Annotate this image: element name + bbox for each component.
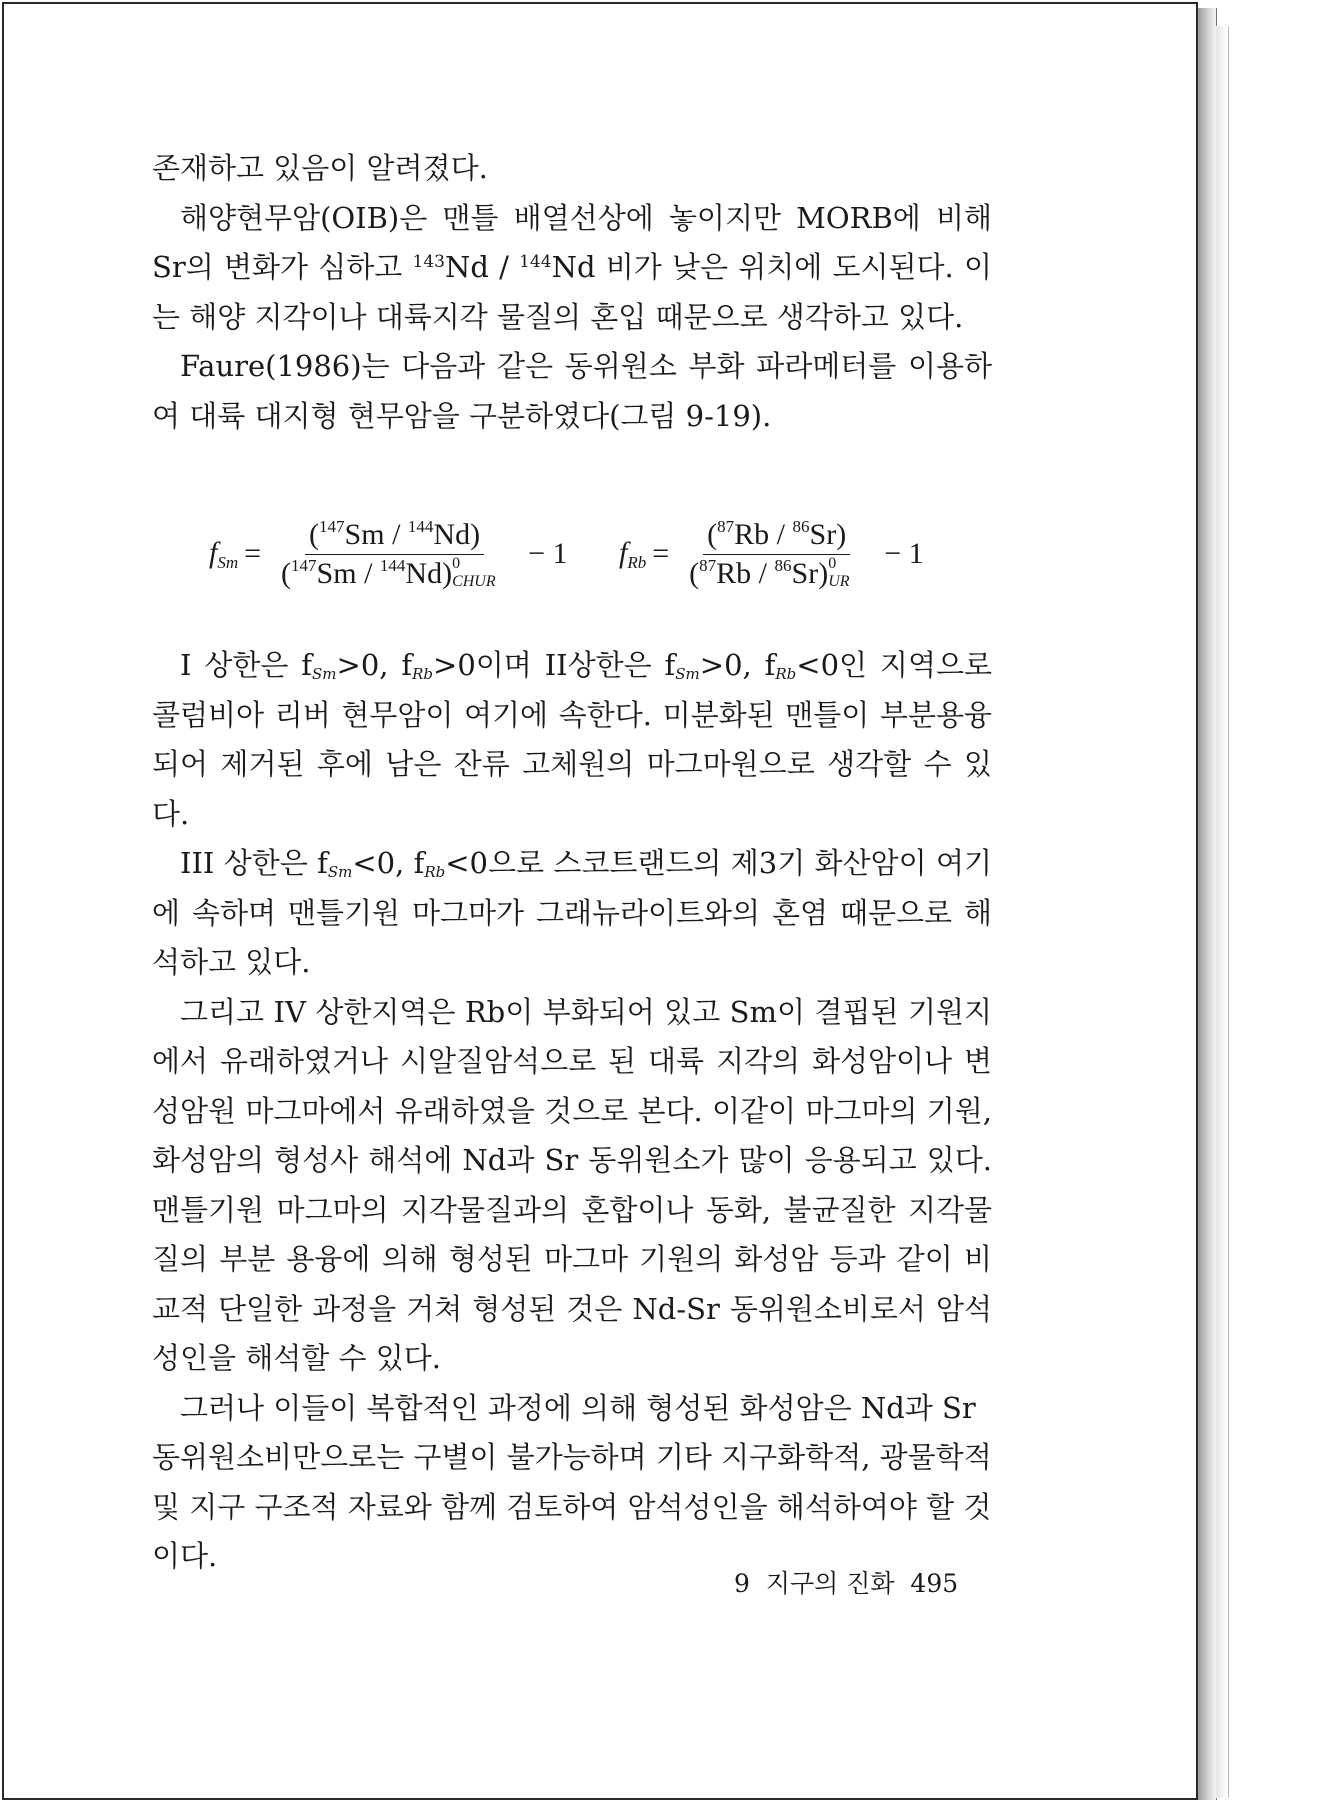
isotope-mass: 147 [291, 555, 317, 575]
f-letter: f [619, 535, 628, 569]
paragraph-1: 존재하고 있음이 알려졌다. [152, 151, 488, 185]
denominator [685, 555, 868, 591]
minus-one: − 1 [884, 537, 924, 570]
text-run: >0이며 II상한은 f [433, 648, 676, 682]
formula-f-rb [619, 509, 930, 599]
isotope-mass: 144 [379, 555, 406, 575]
isotope-mass: 86 [774, 555, 792, 575]
running-footer [734, 1564, 958, 1600]
element: Rb / [734, 517, 793, 551]
body-text [152, 144, 992, 1582]
denominator [277, 555, 512, 591]
paragraph-2 [152, 194, 992, 343]
page-number: 495 [910, 1569, 959, 1598]
text-run: III 상한은 f [180, 846, 328, 880]
numerator [305, 518, 484, 555]
page-stack-edge [1216, 26, 1229, 1798]
isotope-mass: 144 [519, 252, 552, 272]
paragraph-5 [152, 839, 992, 988]
formula-f-sm [209, 509, 573, 599]
element: Sr) [791, 556, 829, 590]
fraction [277, 518, 512, 591]
f-symbol [619, 536, 646, 573]
isotope-mass: 143 [412, 252, 445, 272]
equals-sign: = [652, 537, 670, 570]
reservoir-label [452, 554, 508, 590]
paragraph-6: 그리고 IV 상한지역은 Rb이 부화되어 있고 Sm이 결핍된 기원지에서 유래하였거나 시알질암석으로 된 대륙 지각의 화성암이나 변성암원 마그마에서 유래하였을 것으로 본다. 이같이 마그마의 기원, 화성암의 형성사 해석에 Nd과 Sr 동위원소가 많이 응용되고 있다. 맨틀기원 마그마의 지각물질과의 혼합이나 동화, 불균질한 지각물질의 부분 용융에 의해 형성된 마그마 기원의 화성암 등과 같이 비교적 단일한 과정을 거쳐 형성된 것은 Nd-Sr 동위원소비로서 암석 성인을 해석할 수 있다. [152, 994, 992, 1375]
isotope-mass: 144 [407, 516, 434, 536]
paren: ( [281, 556, 292, 590]
subscript-rb: Rb [775, 665, 797, 683]
chapter-title: 지구의 진화 [765, 1569, 895, 1598]
f-subscript: Rb [627, 552, 647, 572]
element: Sm / [344, 517, 408, 551]
equals-sign: = [244, 537, 262, 570]
isotope-mass: 87 [699, 555, 717, 575]
text-run: <0, f [352, 846, 425, 880]
text-run: 해양현무암(OIB)은 맨틀 배열선상에 놓이지만 MORB에 비해 Sr의 변화가 심하고 [152, 200, 992, 284]
f-subscript: Sm [217, 552, 239, 572]
time-zero: 0 [828, 554, 837, 572]
book-page [2, 2, 1198, 1800]
minus-one: − 1 [528, 537, 568, 570]
text-run: Nd / [444, 250, 520, 284]
isotope-mass: 87 [717, 516, 735, 536]
text-run: <0인 지역으로 콜럼비아 리버 현무암이 여기에 속한다. 미분화된 맨틀이 부분용융되어 제거된 후에 남은 잔류 고체원의 마그마원으로 생각할 수 있다. [152, 648, 992, 831]
paragraph-3: Faure(1986)는 다음과 같은 동위원소 부화 파라메터를 이용하여 대륙 대지형 현무암을 구분하였다(그림 9-19). [152, 349, 992, 433]
subscript-sm: Sm [312, 665, 337, 683]
subscript-rb: Rb [424, 863, 446, 881]
element: Nd) [433, 517, 481, 551]
paren: ( [707, 517, 718, 551]
element: Rb / [716, 556, 775, 590]
element: Sr) [809, 517, 847, 551]
text-run: >0, f [699, 648, 776, 682]
reservoir-name: UR [828, 572, 850, 590]
page-stack-edge [1198, 8, 1217, 1800]
numerator [703, 518, 850, 555]
subscript-sm: Sm [675, 665, 700, 683]
reservoir-label [828, 554, 864, 590]
reservoir-name: CHUR [452, 572, 496, 590]
paren: ( [689, 556, 700, 590]
element: Nd) [405, 556, 453, 590]
subscript-rb: Rb [412, 665, 434, 683]
subscript-sm: Sm [327, 863, 353, 881]
text-run: I 상한은 f [180, 648, 313, 682]
text-run: <0으로 스코트랜드의 제3기 화산암이 여기에 속하며 맨틀기원 마그마가 그래뉴라이트와의 혼염 때문으로 해석하고 있다. [152, 846, 992, 979]
time-zero: 0 [452, 554, 461, 572]
paren: ( [309, 517, 320, 551]
paragraph-4 [152, 641, 992, 839]
isotope-mass: 86 [792, 516, 810, 536]
element: Sm / [316, 556, 380, 590]
isotope-mass: 147 [319, 516, 345, 536]
f-symbol [209, 536, 238, 573]
chapter-number: 9 [734, 1569, 750, 1598]
fraction [685, 518, 868, 591]
formula-block [209, 509, 969, 599]
text-run: Nd 비가 낮은 위치에 도시된다. 이는 해양 지각이나 대륙지각 물질의 혼입 때문으로 생각하고 있다. [152, 250, 992, 334]
paragraph-7: 그러나 이들이 복합적인 과정에 의해 형성된 화성암은 Nd과 Sr 동위원소비만으로는 구별이 불가능하며 기타 지구화학적, 광물학적 및 지구 구조적 자료와 함께 검토하여 암석성인을 해석하여야 할 것이다. [152, 1390, 992, 1573]
f-letter: f [209, 535, 218, 569]
text-run: >0, f [336, 648, 413, 682]
